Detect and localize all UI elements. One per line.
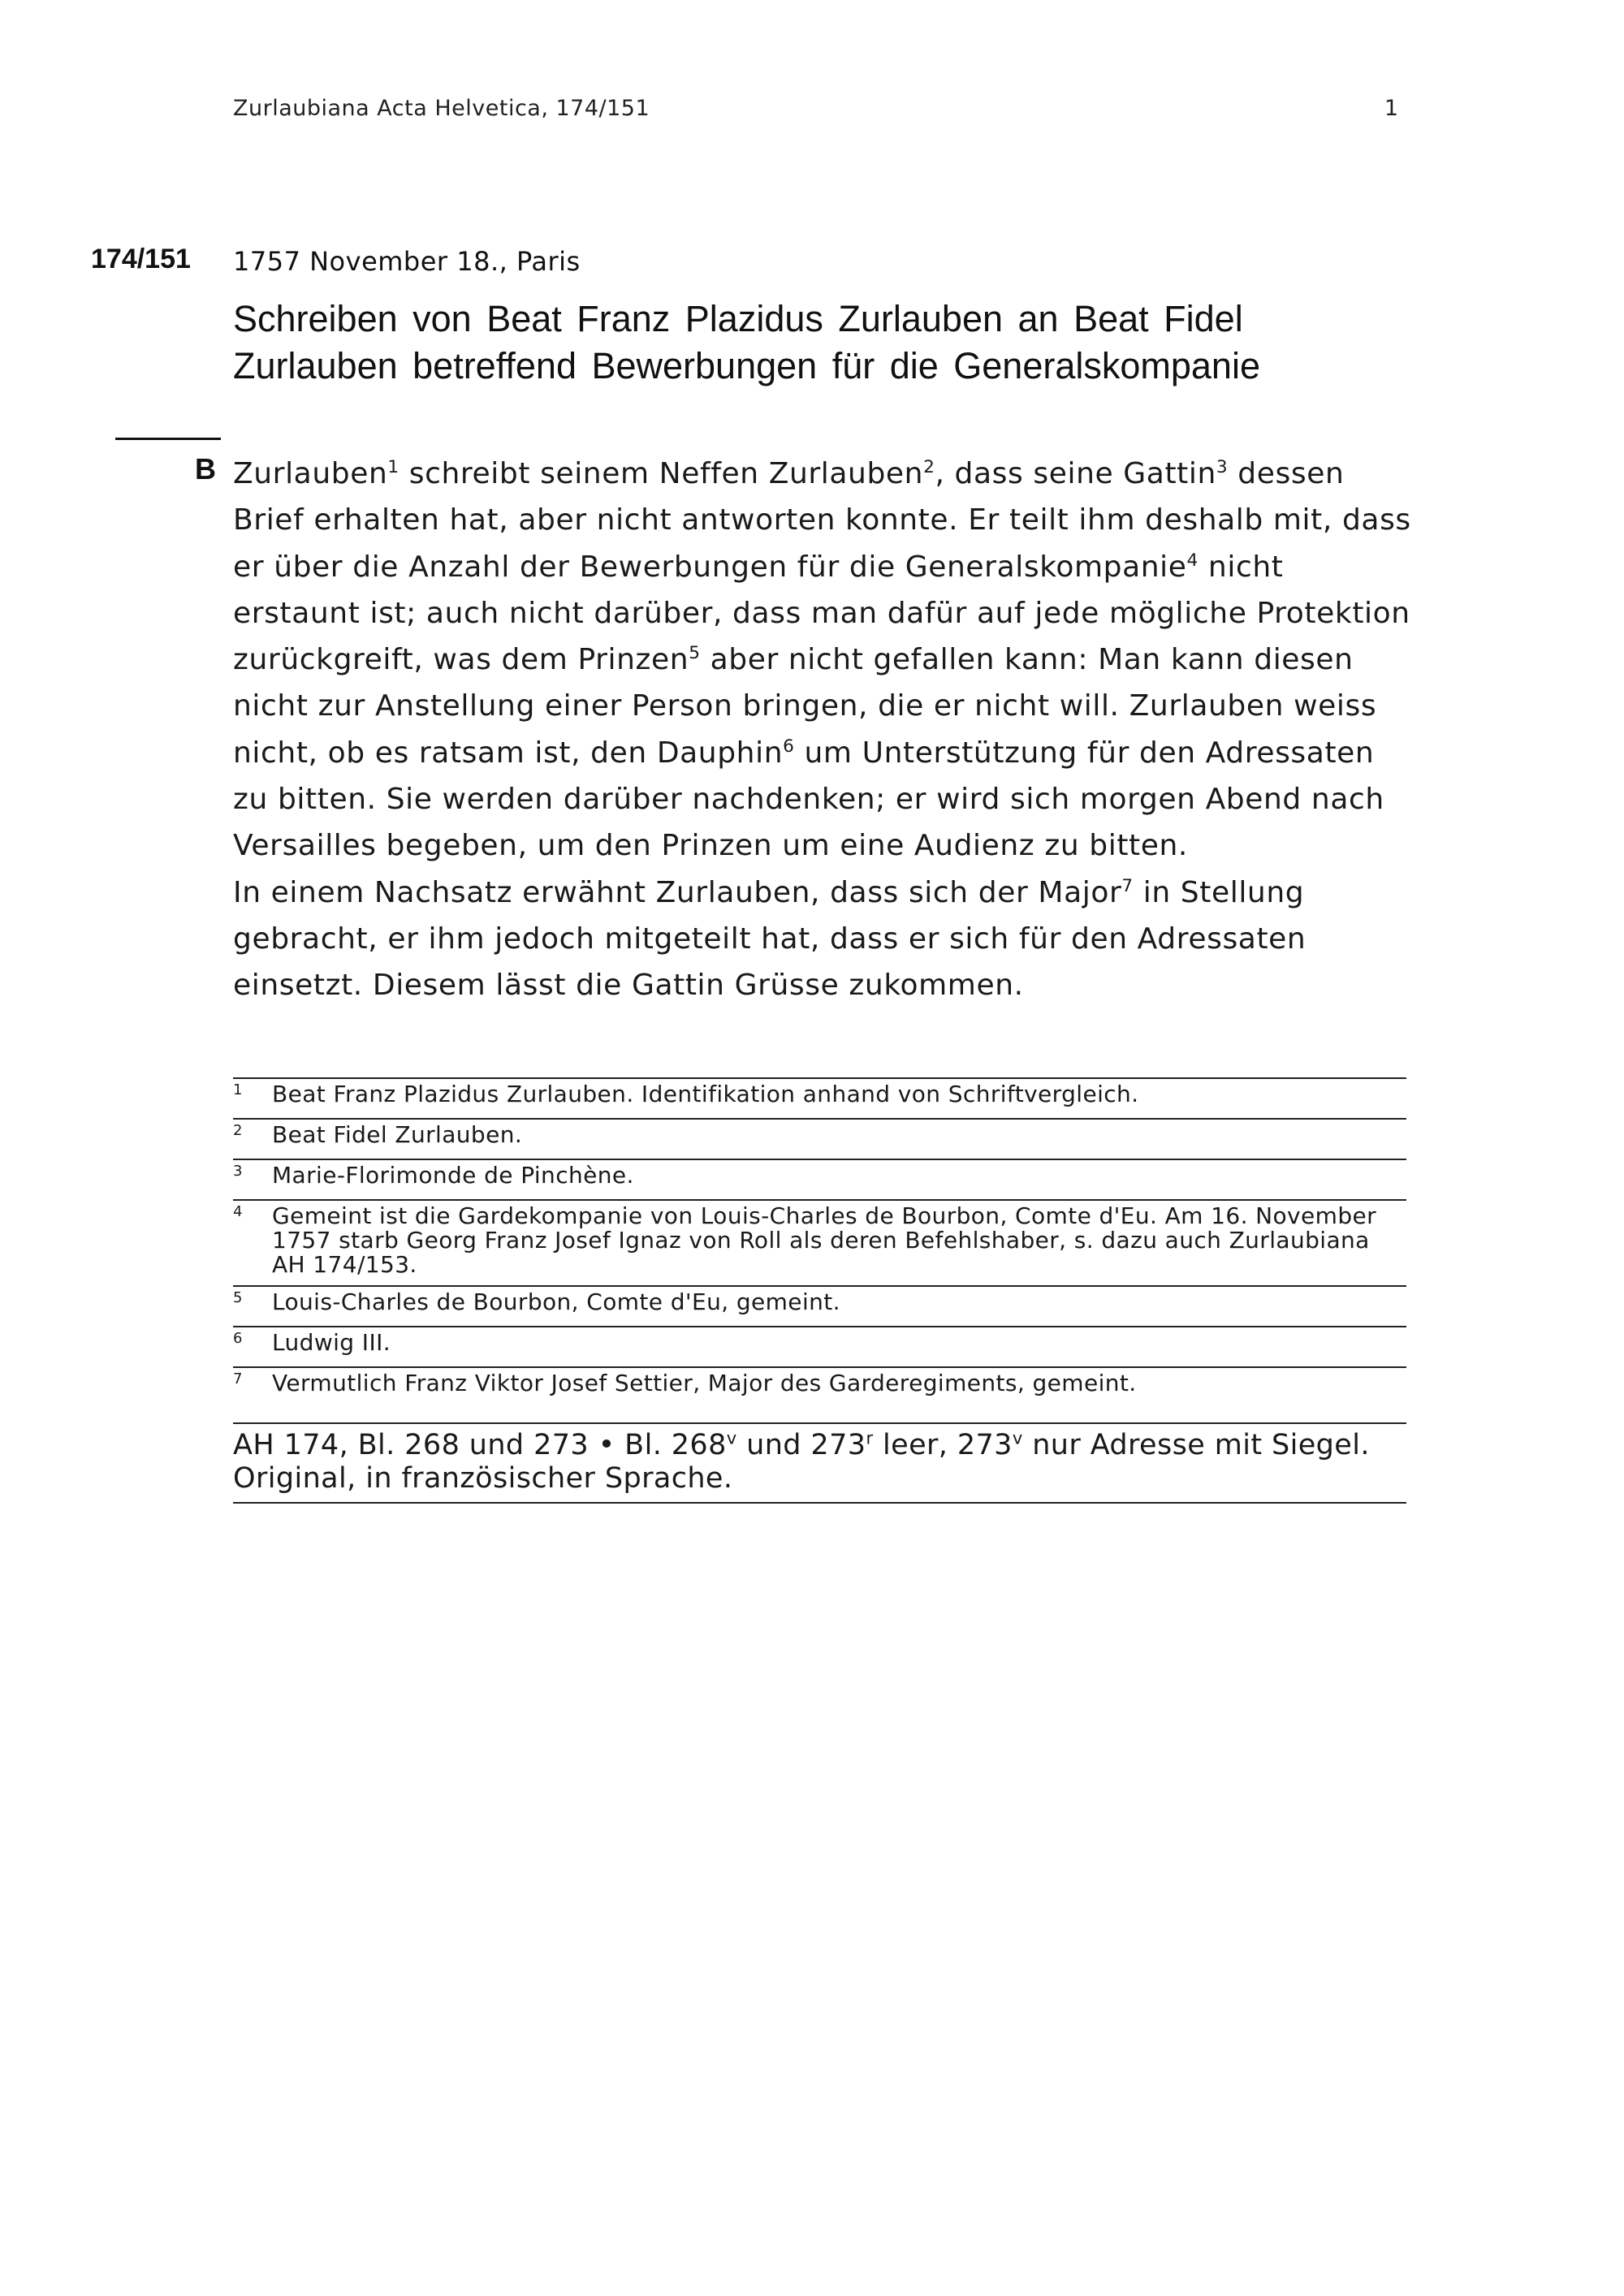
footnote-ref: 5: [689, 643, 701, 664]
source-line-1: AH 174, Bl. 268 und 273 • Bl. 268$^v$ und 273$^r$ leer, 273$^v$ nur Adresse mit Siegel.: [233, 1428, 1370, 1461]
footnote-text: Beat Fidel Zurlauben.: [272, 1121, 523, 1148]
footnote-number: 1: [233, 1081, 243, 1098]
footnote-ref: 6: [783, 736, 795, 757]
footnote: [233, 1326, 1406, 1366]
footnote: [233, 1077, 1406, 1118]
document-date: 1757 November 18., Paris: [233, 246, 581, 277]
footnote-number: 4: [233, 1203, 243, 1220]
footnote-text: Vermutlich Franz Viktor Josef Settier, Major des Garderegiments, gemeint.: [272, 1370, 1137, 1396]
footnotes: [233, 1077, 1406, 1407]
footnote-text: Ludwig III.: [272, 1329, 391, 1356]
footnote-ref: 7: [1121, 875, 1134, 896]
footnote: [233, 1118, 1406, 1159]
footnote-number: 3: [233, 1163, 243, 1180]
footnote-text: Gemeint ist die Gardekompanie von Louis-Charles de Bourbon, Comte d'Eu. Am 16. November 1757 starb Georg Franz Josef Ignaz von Roll als deren Befehlshaber, s. dazu auch Zurlaubiana AH 174/153.: [272, 1202, 1377, 1278]
footnote: [233, 1366, 1406, 1407]
footnote-ref: 4: [1186, 550, 1199, 571]
footnote-ref: 3: [1216, 457, 1229, 477]
page-number: 1: [1384, 96, 1398, 121]
footnote-number: 2: [233, 1122, 243, 1139]
section-rule: [115, 438, 221, 440]
footnote-text: Marie-Florimonde de Pinchène.: [272, 1162, 634, 1189]
document-title: Schreiben von Beat Franz Plazidus Zurlauben an Beat Fidel Zurlauben betreffend Bewerbungen für die Generalskompanie: [233, 298, 1260, 386]
footnote-text: Beat Franz Plazidus Zurlauben. Identifikation anhand von Schriftvergleich.: [272, 1081, 1139, 1107]
footnote-number: 6: [233, 1330, 243, 1347]
source-note: [233, 1422, 1406, 1504]
footnote: [233, 1285, 1406, 1326]
footnote-ref: 1: [387, 457, 400, 477]
document-number: 174/151: [91, 244, 191, 274]
footnote: [233, 1199, 1406, 1285]
section-label: B: [195, 452, 216, 486]
summary-paragraph: Zurlauben$^1$ schreibt seinem Neffen Zurlauben$^2$, dass seine Gattin$^3$ dessen Brief erhalten hat, aber nicht antworten konnte. Er teilt ihm deshalb mit, dass er über die Anzahl der Bewerbungen für die Generalskompanie$^4$ nicht erstaunt ist; auch nicht darüber, dass man dafür auf jede mögliche Protektion zurückgreift, was dem Prinzen$^5$ aber nicht gefallen kann: Man kann diesen nicht zur Anstellung einer Person bringen, die er nicht will. Zurlauben weiss nicht, ob es ratsam ist, den Dauphin$^6$ um Unterstützung für den Adressaten zu bitten. Sie werden darüber nachdenken; er wird sich morgen Abend nach Versailles begeben, um den Prinzen um eine Audienz zu bitten.: [233, 457, 1411, 863]
footnote-ref: 2: [923, 457, 935, 477]
source-line-2: Original, in französischer Sprache.: [233, 1462, 733, 1495]
summary-paragraph: In einem Nachsatz erwähnt Zurlauben, dass sich der Major$^7$ in Stellung gebracht, er ihm jedoch mitgeteilt hat, dass er sich für den Adressaten einsetzt. Diesem lässt die Gattin Grüsse zukommen.: [233, 875, 1307, 1003]
footnote-text: Louis-Charles de Bourbon, Comte d'Eu, gemeint.: [272, 1288, 840, 1315]
footnote-number: 7: [233, 1370, 243, 1388]
footnote-number: 5: [233, 1289, 243, 1306]
running-title: Zurlaubiana Acta Helvetica, 174/151: [233, 96, 650, 121]
summary-text: [233, 451, 1419, 1009]
footnote: [233, 1159, 1406, 1199]
